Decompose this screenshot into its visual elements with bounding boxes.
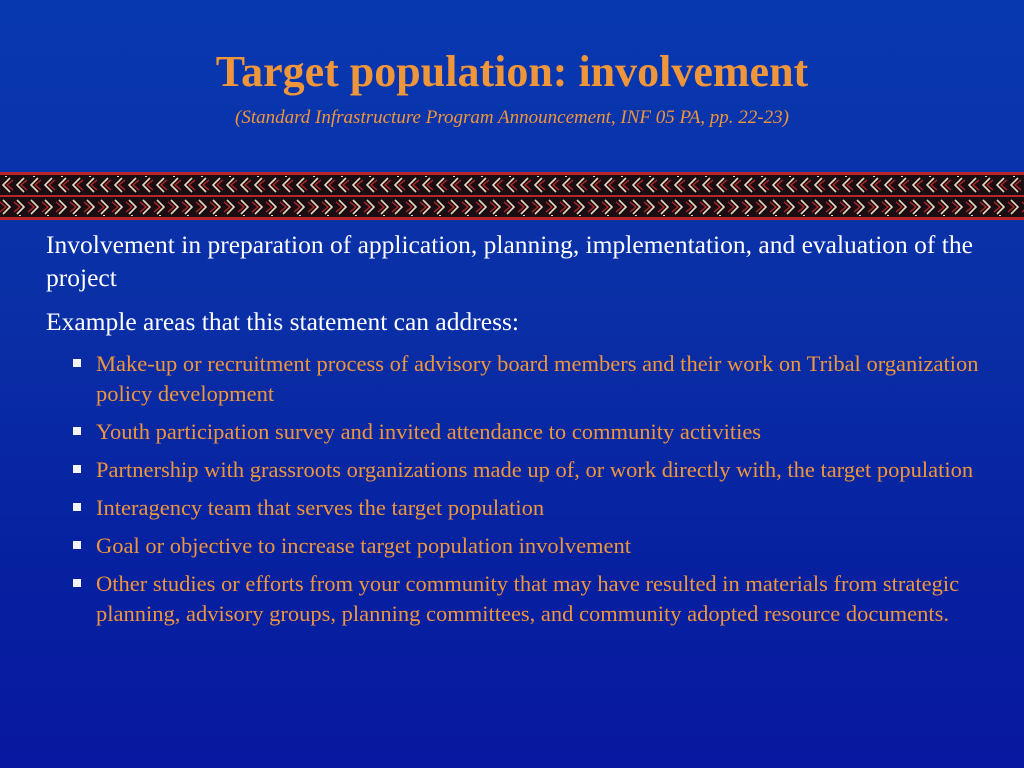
square-bullet-icon [73, 427, 81, 435]
woven-pattern-graphic [0, 172, 1024, 220]
example-areas-list [46, 349, 1011, 629]
list-item-text: Interagency team that serves the target population [96, 495, 545, 520]
list-item-text: Make-up or recruitment process of advisory board members and their work on Tribal organization policy development [96, 351, 979, 406]
list-item-text: Other studies or efforts from your community that may have resulted in materials from strategic planning, advisory groups, planning committees, and community adopted resource documents. [96, 571, 960, 626]
list-item [46, 531, 1011, 561]
list-item [46, 417, 1011, 447]
list-item [46, 455, 1011, 485]
square-bullet-icon [73, 465, 81, 473]
square-bullet-icon [73, 503, 81, 511]
list-item [46, 569, 1011, 629]
list-item-text: Partnership with grassroots organizations made up of, or work directly with, the target population [96, 457, 974, 482]
slide-title: Target population: involvement [215, 47, 809, 96]
list-item-text: Goal or objective to increase target population involvement [96, 533, 632, 558]
square-bullet-icon [73, 541, 81, 549]
slide-subtitle: (Standard Infrastructure Program Announcement, INF 05 PA, pp. 22-23) [235, 107, 789, 128]
slide-body [46, 228, 1011, 637]
square-bullet-icon [73, 579, 81, 587]
body-paragraph-involvement: Involvement in preparation of application, planning, implementation, and evaluation of the project [46, 230, 973, 292]
list-item-text: Youth participation survey and invited attendance to community activities [96, 419, 762, 444]
list-item [46, 349, 1011, 409]
woven-pattern-band [0, 172, 1024, 220]
list-item [46, 493, 1011, 523]
body-paragraph-example-areas: Example areas that this statement can address: [46, 307, 519, 336]
square-bullet-icon [73, 359, 81, 367]
